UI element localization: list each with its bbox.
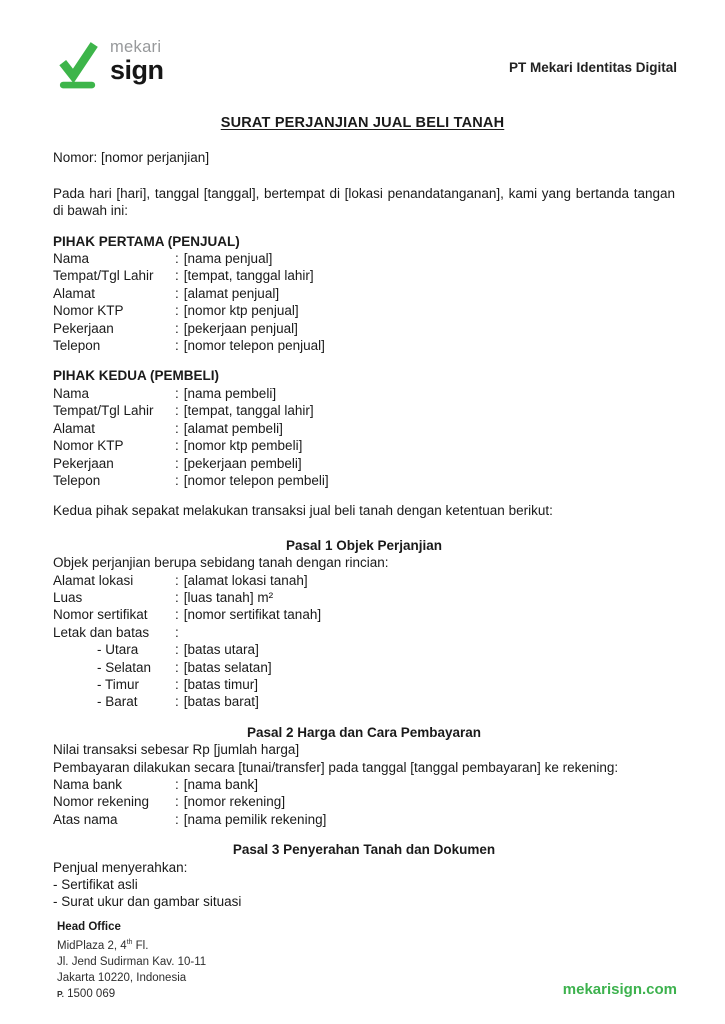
field-row bbox=[53, 250, 675, 267]
colon-separator: : bbox=[175, 303, 179, 319]
field-label: Alamat bbox=[53, 420, 96, 436]
boundary-row bbox=[53, 659, 675, 676]
colon-separator: : bbox=[175, 676, 179, 692]
field-row bbox=[53, 811, 675, 828]
agreement-line: Kedua pihak sepakat melakukan transaksi jual beli tanah dengan ketentuan berikut: bbox=[53, 503, 553, 519]
field-value: [nomor sertifikat tanah] bbox=[183, 607, 322, 623]
website-link[interactable]: mekarisign.com bbox=[562, 980, 677, 998]
field-value: [nama pembeli] bbox=[183, 385, 277, 401]
pasal-1-boundary-rows bbox=[53, 641, 675, 711]
colon-separator: : bbox=[175, 251, 179, 267]
document-title: SURAT PERJANJIAN JUAL BELI TANAH bbox=[220, 115, 505, 132]
field-row bbox=[53, 455, 675, 472]
address-line-3: Jakarta 10220, Indonesia bbox=[57, 972, 187, 984]
field-label: - Timur bbox=[97, 676, 139, 692]
field-value bbox=[184, 624, 675, 641]
field-value: [nomor telepon pembeli] bbox=[183, 472, 329, 488]
field-row bbox=[53, 320, 675, 337]
head-office-label: Head Office bbox=[57, 921, 121, 934]
document-footer bbox=[57, 919, 677, 1002]
pasal-1-section bbox=[53, 537, 675, 711]
colon-separator: : bbox=[175, 420, 179, 436]
field-label: Pekerjaan bbox=[53, 320, 114, 336]
phone-number: 1500 069 bbox=[67, 988, 116, 1000]
field-label: Atas nama bbox=[53, 811, 118, 827]
field-value: [pekerjaan pembeli] bbox=[183, 455, 302, 471]
pihak-pertama-rows bbox=[53, 250, 675, 354]
field-row bbox=[53, 572, 675, 589]
colon-separator: : bbox=[175, 794, 179, 810]
pasal-2-line1: Nilai transaksi sebesar Rp [jumlah harga] bbox=[53, 742, 300, 758]
field-row bbox=[53, 337, 675, 354]
colon-separator: : bbox=[175, 694, 179, 710]
colon-separator: : bbox=[175, 607, 179, 623]
colon-separator: : bbox=[175, 472, 179, 488]
pihak-kedua-section bbox=[53, 367, 675, 489]
opening-line: di bawah ini: bbox=[53, 203, 129, 219]
field-value: [tempat, tanggal lahir] bbox=[183, 403, 314, 419]
field-label: Tempat/Tgl Lahir bbox=[53, 403, 154, 419]
field-label: Nama bank bbox=[53, 777, 123, 792]
colon-separator: : bbox=[175, 659, 179, 675]
colon-separator: : bbox=[175, 338, 179, 354]
pihak-kedua-heading: PIHAK KEDUA (PEMBELI) bbox=[53, 368, 220, 384]
colon-separator: : bbox=[175, 385, 179, 401]
field-label: - Barat bbox=[97, 694, 138, 710]
field-label: Nomor KTP bbox=[53, 438, 124, 454]
head-office-block bbox=[57, 919, 206, 1002]
field-value: [nama pemilik rekening] bbox=[183, 811, 327, 827]
field-value: [nama penjual] bbox=[183, 251, 273, 267]
colon-separator: : bbox=[175, 811, 179, 827]
colon-separator: : bbox=[175, 642, 179, 658]
field-label: Pekerjaan bbox=[53, 455, 114, 471]
field-label: - Selatan bbox=[97, 659, 152, 675]
field-row bbox=[53, 285, 675, 302]
field-value: [nomor ktp penjual] bbox=[183, 303, 299, 319]
field-value: [nama bank] bbox=[183, 777, 259, 792]
boundary-row bbox=[53, 693, 675, 710]
field-label: Nomor rekening bbox=[53, 794, 150, 810]
field-label: Nama bbox=[53, 385, 90, 401]
pasal-3-heading: Pasal 3 Penyerahan Tanah dan Dokumen bbox=[232, 842, 496, 858]
field-row bbox=[53, 624, 675, 641]
pasal-3-items bbox=[53, 876, 675, 911]
colon-separator: : bbox=[175, 268, 179, 284]
company-name: PT Mekari Identitas Digital bbox=[508, 60, 677, 75]
list-item: - Surat ukur dan gambar situasi bbox=[53, 894, 242, 910]
opening-line: Pada hari [hari], tanggal [tanggal], bertempat di [lokasi penandatanganan], kami yang bertanda tangan bbox=[53, 185, 675, 201]
field-label: Luas bbox=[53, 589, 83, 605]
colon-separator: : bbox=[175, 572, 179, 588]
field-label: Nomor sertifikat bbox=[53, 607, 148, 623]
field-value: [batas barat] bbox=[183, 694, 259, 710]
field-value: [luas tanah] m² bbox=[183, 589, 274, 605]
field-row bbox=[53, 472, 675, 489]
field-row bbox=[53, 402, 675, 419]
colon-separator: : bbox=[175, 285, 179, 301]
address-line-1 bbox=[57, 935, 206, 954]
field-value: [tempat, tanggal lahir] bbox=[183, 268, 314, 284]
mekari-sign-logo bbox=[57, 38, 164, 96]
check-icon bbox=[57, 38, 99, 96]
document-header bbox=[0, 0, 725, 96]
field-value: [nomor telepon penjual] bbox=[183, 338, 325, 354]
field-value: [alamat penjual] bbox=[183, 285, 280, 301]
pasal-1-heading: Pasal 1 Objek Perjanjian bbox=[285, 537, 443, 553]
phone-prefix: P. bbox=[57, 989, 64, 999]
document-body bbox=[0, 149, 725, 910]
field-row bbox=[53, 267, 675, 284]
pasal-1-rows bbox=[53, 572, 675, 642]
pasal-2-line2: Pembayaran dilakukan secara [tunai/transfer] pada tanggal [tanggal pembayaran] ke rekening: bbox=[53, 759, 619, 775]
field-row bbox=[53, 437, 675, 454]
colon-separator: : bbox=[175, 320, 179, 336]
logo-word-mekari: mekari bbox=[110, 38, 162, 56]
list-item: - Sertifikat asli bbox=[53, 877, 138, 893]
colon-separator: : bbox=[175, 438, 179, 454]
field-label: Alamat bbox=[53, 285, 96, 301]
colon-separator: : bbox=[175, 589, 179, 605]
pasal-2-section bbox=[53, 724, 675, 828]
field-value: [nomor ktp pembeli] bbox=[183, 438, 303, 454]
pasal-2-heading: Pasal 2 Harga dan Cara Pembayaran bbox=[246, 724, 482, 740]
field-value: [batas timur] bbox=[183, 676, 259, 692]
field-value: [batas selatan] bbox=[183, 659, 272, 675]
field-row bbox=[53, 302, 675, 319]
address-line-1-text: MidPlaza 2, 4 bbox=[57, 940, 127, 952]
field-label: Telepon bbox=[53, 338, 101, 354]
pihak-pertama-heading: PIHAK PERTAMA (PENJUAL) bbox=[53, 233, 240, 249]
field-label: Nama bbox=[53, 251, 90, 267]
colon-separator: : bbox=[175, 403, 179, 419]
field-row bbox=[53, 793, 675, 810]
field-label: Tempat/Tgl Lahir bbox=[53, 268, 154, 284]
pihak-kedua-rows bbox=[53, 385, 675, 489]
pasal-3-section bbox=[53, 841, 675, 911]
logo-wordmark bbox=[110, 38, 164, 96]
nomor-line: Nomor: [nomor perjanjian] bbox=[53, 150, 210, 166]
address-line-1-sup: th bbox=[126, 939, 133, 947]
address-line-2: Jl. Jend Sudirman Kav. 10-11 bbox=[57, 956, 207, 968]
field-value: [alamat lokasi tanah] bbox=[183, 572, 308, 588]
colon-separator: : bbox=[175, 455, 179, 471]
pasal-3-line1: Penjual menyerahkan: bbox=[53, 859, 188, 875]
field-row bbox=[53, 385, 675, 402]
logo-word-sign: sign bbox=[110, 55, 164, 85]
field-row bbox=[53, 776, 675, 793]
colon-separator: : bbox=[175, 777, 179, 792]
boundary-row bbox=[53, 641, 675, 658]
field-value: [nomor rekening] bbox=[183, 794, 286, 810]
field-label: Alamat lokasi bbox=[53, 572, 134, 588]
field-row bbox=[53, 420, 675, 437]
field-row bbox=[53, 606, 675, 623]
pasal-1-intro: Objek perjanjian berupa sebidang tanah dengan rincian: bbox=[53, 555, 389, 571]
field-label: - Utara bbox=[97, 642, 139, 658]
boundary-row bbox=[53, 676, 675, 693]
pasal-2-rows bbox=[53, 776, 675, 828]
field-label: Nomor KTP bbox=[53, 303, 124, 319]
phone-line bbox=[57, 986, 206, 1002]
field-value: [batas utara] bbox=[183, 642, 259, 658]
address-line-1-suffix: Fl. bbox=[132, 940, 149, 952]
opening-paragraph bbox=[53, 185, 675, 220]
pihak-pertama-section bbox=[53, 233, 675, 355]
field-value: [pekerjaan penjual] bbox=[183, 320, 298, 336]
colon-separator: : bbox=[175, 624, 179, 640]
field-label: Letak dan batas bbox=[53, 624, 150, 640]
field-row bbox=[53, 589, 675, 606]
field-value: [alamat pembeli] bbox=[183, 420, 283, 436]
field-label: Telepon bbox=[53, 472, 101, 488]
